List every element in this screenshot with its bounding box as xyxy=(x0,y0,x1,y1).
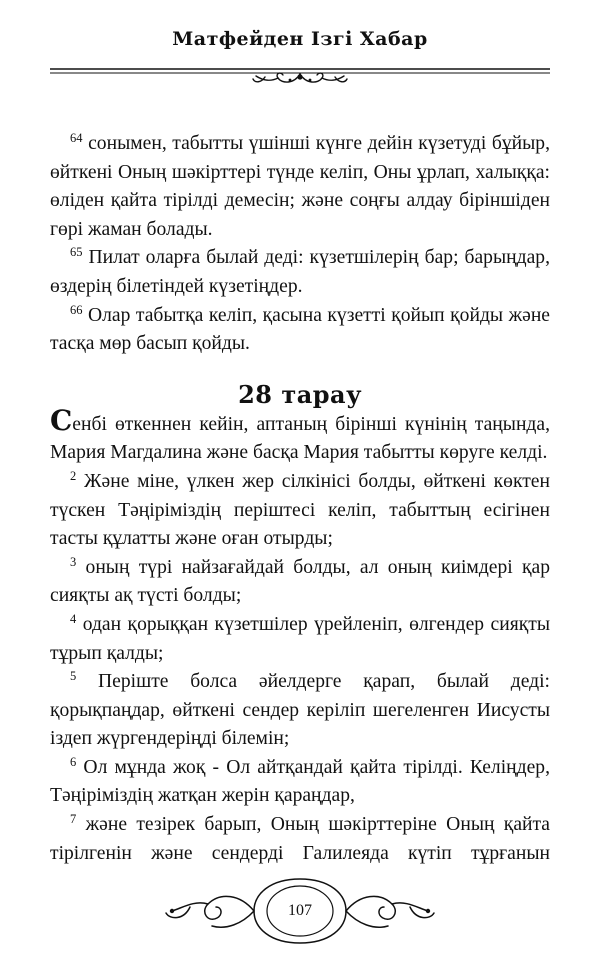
verse-number: 64 xyxy=(70,131,83,145)
verse-number: 2 xyxy=(70,468,77,483)
verse-7 xyxy=(50,811,550,868)
verse-text: Және міне, үлкен жер сілкінісі болды, өйткені көктен түскен Тәңіріміздің періштесі келіп, табыттың есігінен тасты құлатты және оған отырды; xyxy=(50,470,550,550)
verse-64 xyxy=(50,130,550,244)
scripture-text xyxy=(50,130,550,868)
page-number: 107 xyxy=(288,902,312,919)
verse-text: оның түрі найзағайдай болды, ал оның киімдері қар сияқты ақ түсті болды; xyxy=(50,556,550,607)
verse-number: 3 xyxy=(70,554,77,569)
verse-number: 6 xyxy=(70,754,77,769)
verse-text: сонымен, табытты үшінші күнге дейін күзетуді бұйыр, өйткені Оның шәкірттері түнде келіп, Оны ұрлап, халыққа: өліден қайта тірілді демесін; және соңғы алдау біріншіден гөрі жаман болады. xyxy=(50,133,550,240)
verse-number: 7 xyxy=(70,812,77,827)
drop-cap: С xyxy=(50,403,73,437)
verse-66 xyxy=(50,302,550,359)
verse-text: Ол мұнда жоқ - Ол айтқандай қайта тірілді. Келіңдер, Тәңіріміздің жатқан жерін қараңдар, xyxy=(50,756,550,807)
ornament-divider-icon xyxy=(50,60,550,90)
verse-5 xyxy=(50,668,550,754)
verse-number: 4 xyxy=(70,611,77,626)
verse-3 xyxy=(50,554,550,611)
verse-text: одан қорыққан күзетшілер үрейленіп, өлгендер сияқты тұрып қалды; xyxy=(50,613,551,664)
verse-text: енбі өткеннен кейін, аптаның бірінші күнінің таңында, Мария Магдалина және басқа Мария табытты көруге келді. xyxy=(50,413,550,464)
verse-1 xyxy=(50,403,550,468)
verse-text: Періште болса әйелдерге қарап, былай деді: қорықпаңдар, өйткені сендер керіліп шегеленген Иисусты іздеп жүргендеріңді білемін; xyxy=(50,671,550,750)
verse-2 xyxy=(50,468,550,554)
verse-number: 66 xyxy=(70,302,83,317)
verse-4 xyxy=(50,611,550,668)
chapter-heading: 28 тарау xyxy=(238,379,362,409)
verse-6 xyxy=(50,754,550,811)
verse-number: 5 xyxy=(70,669,77,684)
running-title: Матфейден Ізгі Хабар xyxy=(172,28,428,50)
verse-number: 65 xyxy=(70,245,83,260)
verse-text: Олар табытқа келіп, қасына күзетті қойып қойды және тасқа мөр басып қойды. xyxy=(50,304,550,355)
verse-text: және тезірек барып, Оның шәкірттеріне Оның қайта тірілгенін және сендерді Галилеяда күтіп тұрғанын xyxy=(50,814,550,864)
verse-text: Пилат оларға былай деді: күзетшілерің бар; барыңдар, өздерің білетіндей күзетіңдер. xyxy=(50,247,550,297)
verse-65 xyxy=(50,244,550,301)
page-footer xyxy=(150,876,450,946)
header-rule-ornament xyxy=(50,60,550,90)
